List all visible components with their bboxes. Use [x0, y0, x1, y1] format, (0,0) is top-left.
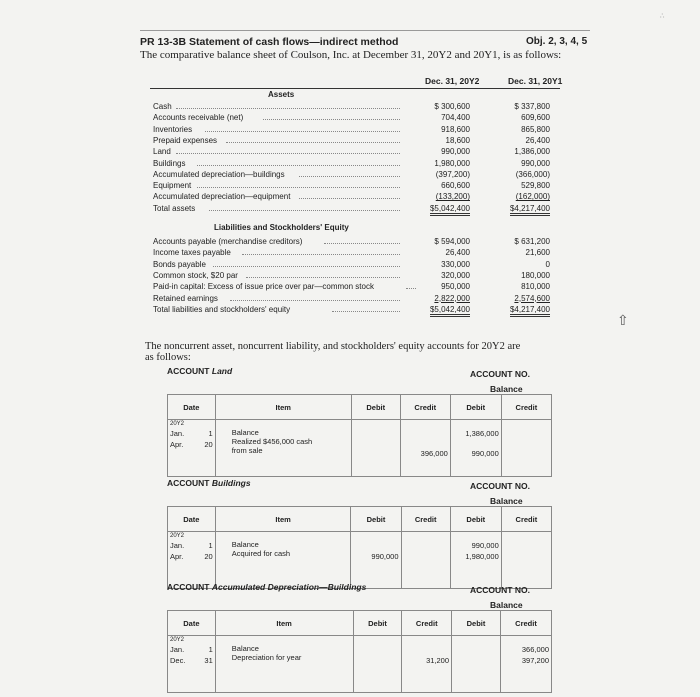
- ledger-date: [170, 655, 213, 666]
- bs-value-20y2: 2,822,000: [434, 293, 470, 303]
- item-text: Depreciation for year: [231, 653, 302, 662]
- amount: [356, 644, 400, 655]
- bs-value-20y2: 320,000: [441, 270, 470, 280]
- bs-row-label: Total liabilities and stockholders' equity: [153, 304, 291, 314]
- account-prefix: ACCOUNT: [167, 582, 210, 592]
- amount: [353, 540, 398, 551]
- bs-value-20y2: (133,200): [435, 192, 470, 202]
- bs-row-label: Paid-in capital: Excess of issue price over par—common stock: [153, 282, 374, 292]
- account-number-label: ACCOUNT NO.: [470, 369, 530, 379]
- top-rule: [140, 30, 590, 31]
- ledger-table: [167, 394, 552, 477]
- col-debit-header: Debit: [353, 611, 402, 636]
- col-credit-header: Credit: [501, 507, 551, 532]
- amount: 397,200: [521, 656, 549, 665]
- corner-mark-icon: ∴: [660, 13, 665, 20]
- ledger-entry-row: [168, 532, 552, 589]
- col-debit-header: Debit: [351, 507, 401, 532]
- date-cell: [168, 636, 216, 693]
- item-text: Acquired for cash: [231, 549, 291, 558]
- debit-cell: [353, 636, 402, 693]
- col-credit-header: Credit: [402, 611, 452, 636]
- day: 1: [208, 541, 213, 550]
- amount: [504, 439, 549, 450]
- balance-debit-cell: [450, 532, 501, 589]
- bs-value-20y2: 26,400: [445, 248, 470, 258]
- objectives: Obj. 2, 3, 4, 5: [526, 36, 588, 47]
- bs-value-20y1: 609,600: [521, 113, 550, 123]
- bs-row-leader: [299, 170, 400, 177]
- bs-row-label: Retained earnings: [153, 293, 218, 303]
- col-debit-header: Debit: [450, 507, 501, 532]
- bs-row-leader: [197, 181, 400, 188]
- ledger-account-title: [167, 366, 232, 376]
- bs-row-leader: [176, 102, 400, 109]
- item-text: Realized $456,000 cash: [231, 437, 313, 446]
- bs-value-20y1: 529,800: [521, 181, 550, 191]
- problem-title: PR 13-3B Statement of cash flows—indirect method: [140, 36, 399, 48]
- month: Apr.: [170, 552, 184, 561]
- col-debit-header: Debit: [450, 395, 501, 420]
- bs-row-label: Accounts payable (merchandise creditors): [153, 237, 303, 246]
- balance-label: Balance: [490, 600, 523, 610]
- amount: [404, 540, 448, 551]
- amount: 396,000: [420, 449, 448, 458]
- bs-value-20y1: 26,400: [525, 135, 550, 145]
- month: Jan.: [170, 541, 185, 550]
- account-prefix: ACCOUNT: [167, 366, 210, 376]
- intro2-line2: as follows:: [145, 352, 191, 363]
- bs-row-label: Buildings: [153, 158, 186, 168]
- balance-label: Balance: [490, 384, 523, 394]
- amount: [403, 428, 448, 439]
- bs-value-20y1: 990,000: [521, 158, 550, 168]
- amount: [354, 439, 398, 450]
- day: 20: [204, 440, 213, 449]
- col-date-header: Date: [168, 395, 216, 420]
- balance-credit-cell: [501, 636, 552, 693]
- bs-row-leader: [324, 237, 400, 244]
- bs-row-leader: [263, 113, 401, 120]
- liabilities-heading: Liabilities and Stockholders' Equity: [214, 223, 349, 232]
- bs-value-20y1: 180,000: [521, 270, 550, 280]
- ledger-entry-row: [168, 420, 552, 477]
- bs-row-leader: [246, 271, 400, 278]
- date-cell: [168, 420, 216, 477]
- account-name: Accumulated Depreciation—Buildings: [211, 582, 367, 592]
- date-cell: [168, 532, 216, 589]
- bs-value-20y1: 21,600: [525, 248, 550, 258]
- day: 1: [208, 645, 213, 654]
- bs-row-label: Cash: [153, 102, 172, 111]
- balance-credit-cell: [501, 420, 551, 477]
- bs-value-20y2: 1,980,000: [434, 158, 470, 168]
- credit-cell: [400, 420, 450, 477]
- month: Apr.: [170, 440, 184, 449]
- bs-value-20y2: 704,400: [441, 113, 470, 123]
- item-text: Balance: [231, 428, 259, 437]
- bs-row-leader: [213, 260, 400, 267]
- amount: 990,000: [471, 449, 499, 458]
- bs-value-20y2: 18,600: [445, 135, 470, 145]
- amount: 366,000: [521, 645, 549, 654]
- header-rule: [150, 88, 560, 89]
- bs-row-label: Land: [153, 147, 171, 157]
- item-text: Balance: [231, 540, 259, 549]
- bs-value-20y1: $4,217,400: [480, 305, 550, 314]
- bs-row-label: Accumulated depreciation—equipment: [153, 192, 291, 202]
- bs-row-label: Accounts receivable (net): [153, 113, 244, 123]
- col-date-header: Date: [168, 507, 216, 532]
- account-name: Land: [211, 366, 233, 376]
- bs-row-label: Accumulated depreciation—buildings: [153, 169, 285, 179]
- ledger-header-row: [168, 507, 552, 532]
- bs-value-20y2: 660,600: [441, 181, 470, 191]
- bs-row-leader: [209, 204, 400, 211]
- bs-row-label: Common stock, $20 par: [153, 270, 238, 280]
- account-name: Buildings: [211, 478, 251, 488]
- bs-row-leader: [226, 136, 400, 143]
- bs-value-20y2: 990,000: [441, 147, 470, 157]
- bs-value-20y1: 865,800: [521, 124, 550, 134]
- balance-debit-cell: [450, 420, 501, 477]
- col-item-header: Item: [215, 507, 351, 532]
- bs-value-20y2: $ 300,600: [434, 102, 470, 111]
- debit-cell: [351, 420, 400, 477]
- amount: 1,980,000: [465, 552, 499, 561]
- month: Dec.: [170, 656, 186, 665]
- balance-debit-cell: [452, 636, 501, 693]
- ledger-year: 20Y2: [170, 533, 185, 539]
- bs-row-leader: [332, 305, 400, 312]
- balance-label: Balance: [490, 496, 523, 506]
- col-item-header: Item: [215, 395, 351, 420]
- col-header-20y1: Dec. 31, 20Y1: [508, 76, 563, 86]
- bs-value-20y1: $4,217,400: [480, 204, 550, 213]
- col-item-header: Item: [215, 611, 353, 636]
- col-date-header: Date: [168, 611, 216, 636]
- bs-row-leader: [205, 125, 400, 132]
- credit-cell: [402, 636, 452, 693]
- month: Jan.: [170, 645, 185, 654]
- bs-value-20y1: 810,000: [521, 282, 550, 292]
- intro2-line1: The noncurrent asset, noncurrent liability, and stockholders' equity accounts for 20Y2 are: [145, 341, 521, 352]
- bs-value-20y1: $ 631,200: [514, 237, 550, 246]
- amount: 990,000: [471, 541, 499, 550]
- balance-credit-cell: [501, 532, 551, 589]
- col-debit-header: Debit: [452, 611, 501, 636]
- month: Jan.: [170, 429, 185, 438]
- item-text: Balance: [231, 644, 259, 653]
- item-cell: [215, 636, 353, 693]
- amount: [454, 644, 498, 655]
- amount: 1,386,000: [465, 429, 499, 438]
- amount: [504, 428, 549, 439]
- ledger-date: [170, 644, 213, 655]
- bs-row-leader: [197, 159, 400, 166]
- ledger-year: 20Y2: [170, 637, 185, 643]
- amount: [404, 644, 449, 655]
- bs-row-label: Total assets: [153, 203, 196, 213]
- amount: [356, 655, 400, 666]
- col-debit-header: Debit: [351, 395, 400, 420]
- ledger-date: [170, 439, 213, 450]
- mouse-cursor-icon: ⇧: [617, 312, 629, 328]
- day: 20: [204, 552, 213, 561]
- bs-row-leader: [242, 248, 400, 255]
- ledger-date: [170, 551, 213, 562]
- ledger-header-row: [168, 395, 552, 420]
- ledger-table: [167, 610, 552, 693]
- ledger-year: 20Y2: [170, 421, 185, 427]
- bs-row-leader: [299, 192, 400, 199]
- col-header-20y2: Dec. 31, 20Y2: [425, 76, 480, 86]
- credit-cell: [401, 532, 450, 589]
- ledger-date: [170, 540, 213, 551]
- item-cell: [215, 420, 351, 477]
- col-credit-header: Credit: [401, 507, 450, 532]
- bs-row-leader: [230, 294, 400, 301]
- ledger-account-title: [167, 582, 366, 592]
- item-cell: [215, 532, 351, 589]
- bs-value-20y1: 1,386,000: [514, 147, 550, 157]
- ledger-table: [167, 506, 552, 589]
- bs-value-20y1: 0: [545, 259, 550, 269]
- bs-row-label: Income taxes payable: [153, 248, 231, 258]
- amount: [504, 540, 549, 551]
- ledger-account-title: [167, 478, 251, 488]
- bs-value-20y1: $ 337,800: [514, 102, 550, 111]
- col-credit-header: Credit: [501, 611, 552, 636]
- assets-heading: Assets: [268, 90, 295, 99]
- amount: 31,200: [426, 656, 450, 665]
- bs-value-20y2: 918,600: [441, 124, 470, 134]
- amount: [404, 551, 448, 562]
- account-number-label: ACCOUNT NO.: [470, 585, 530, 595]
- amount: [454, 655, 498, 666]
- day: 1: [208, 429, 213, 438]
- amount: [504, 551, 549, 562]
- bs-row-label: Equipment: [153, 181, 192, 191]
- amount: [354, 428, 398, 439]
- ledger-header-row: [168, 611, 552, 636]
- day: 31: [204, 656, 213, 665]
- bs-value-20y1: (162,000): [515, 192, 550, 202]
- bs-value-20y2: $5,042,400: [400, 204, 470, 213]
- bs-value-20y2: $ 594,000: [434, 237, 470, 246]
- bs-row-label: Prepaid expenses: [153, 135, 218, 145]
- bs-value-20y1: (366,000): [515, 169, 550, 179]
- ledger-entry-row: [168, 636, 552, 693]
- bs-row-label: Bonds payable: [153, 259, 206, 269]
- bs-row-label: Inventories: [153, 124, 193, 134]
- col-credit-header: Credit: [400, 395, 450, 420]
- bs-value-20y1: 2,574,600: [514, 293, 550, 303]
- bs-value-20y2: (397,200): [435, 169, 470, 179]
- account-number-label: ACCOUNT NO.: [470, 481, 530, 491]
- col-credit-header: Credit: [501, 395, 551, 420]
- bs-value-20y2: 950,000: [441, 282, 470, 292]
- bs-value-20y2: 330,000: [441, 259, 470, 269]
- bs-row-leader: [176, 147, 400, 154]
- bs-value-20y2: $5,042,400: [400, 305, 470, 314]
- amount: 990,000: [371, 552, 399, 561]
- item-text: from sale: [231, 446, 263, 455]
- intro-text: The comparative balance sheet of Coulson, Inc. at December 31, 20Y2 and 20Y1, is as follows:: [140, 49, 562, 61]
- debit-cell: [351, 532, 401, 589]
- ledger-date: [170, 428, 213, 439]
- account-prefix: ACCOUNT: [167, 478, 210, 488]
